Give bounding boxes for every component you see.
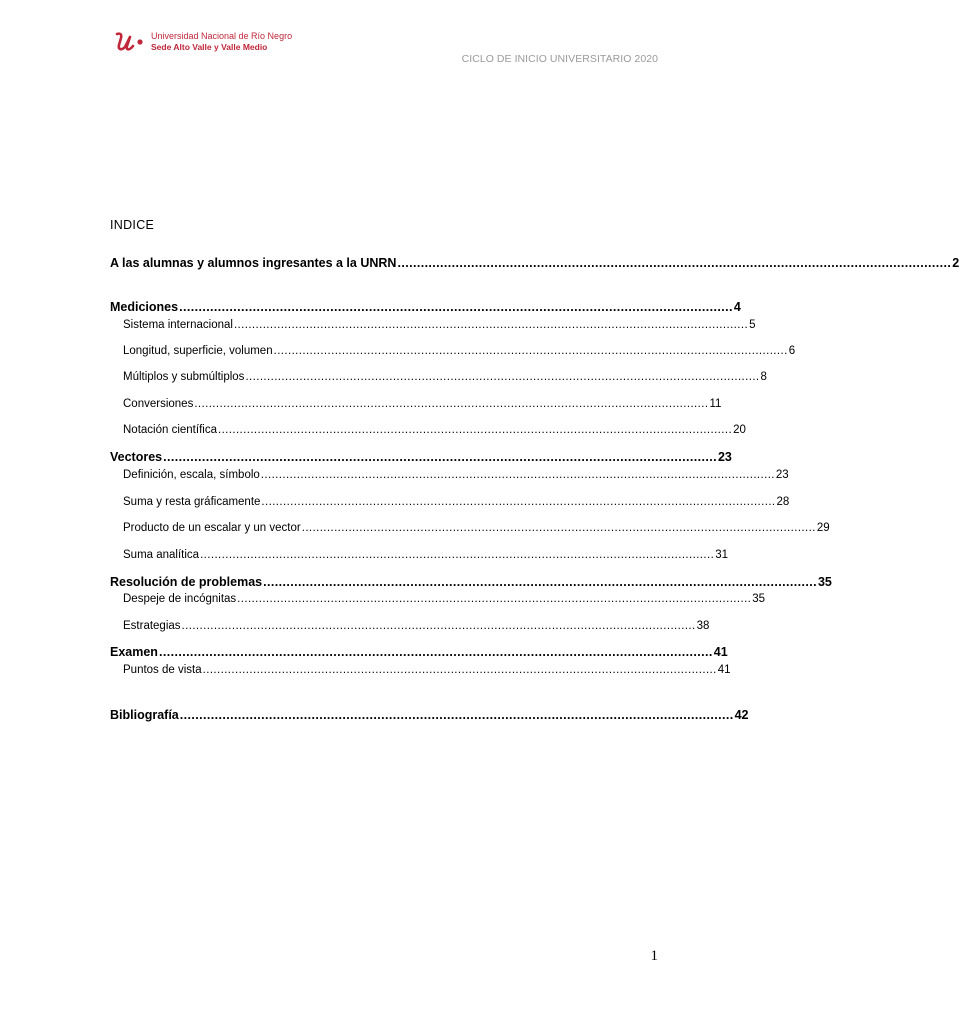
- toc-entry-label: Suma y resta gráficamente: [123, 496, 261, 508]
- toc-page-number: 5: [749, 319, 756, 331]
- toc-entry[interactable]: [123, 664, 731, 676]
- toc-page-number: 23: [775, 469, 789, 481]
- toc-leader: ...............................................................................................................................................: [158, 645, 713, 659]
- page-number: 1: [650, 948, 658, 964]
- toc-entry-label: Conversiones: [123, 398, 194, 410]
- toc-page-number: 28: [776, 496, 790, 508]
- toc-entry-label: Despeje de incógnitas: [123, 593, 237, 605]
- toc-entry[interactable]: [123, 496, 790, 508]
- toc-entry[interactable]: [123, 319, 756, 331]
- toc-leader: ...............................................................................................................................................: [217, 424, 733, 436]
- toc-entry-label: Bibliografía: [110, 708, 179, 722]
- toc-leader: ...............................................................................................................................................: [163, 450, 717, 464]
- toc-leader: ...............................................................................................................................................: [200, 549, 715, 561]
- toc-page-number: 38: [696, 620, 710, 632]
- toc-entry-label: Mediciones: [110, 300, 179, 314]
- toc-entry[interactable]: [123, 469, 789, 481]
- unrn-logo-icon: [114, 30, 148, 54]
- toc-entry-label: Puntos de vista: [123, 664, 202, 676]
- toc-entry[interactable]: [123, 398, 722, 410]
- toc-entry[interactable]: [123, 522, 830, 534]
- toc-entry[interactable]: [110, 450, 732, 464]
- toc-entry-label: Estrategias: [123, 620, 181, 632]
- toc-entry[interactable]: [110, 300, 741, 314]
- toc-leader: ...............................................................................................................................................: [202, 664, 717, 676]
- toc-entry-label: Vectores: [110, 450, 163, 464]
- toc-page-number: 2: [952, 256, 959, 270]
- toc-page-number: 20: [733, 424, 746, 436]
- toc-leader: ...............................................................................................................................................: [263, 575, 817, 589]
- toc-leader: ...............................................................................................................................................: [261, 496, 776, 508]
- toc-leader: ...............................................................................................................................................: [245, 371, 760, 383]
- toc-entry-label: Resolución de problemas: [110, 575, 263, 589]
- toc-leader: ...............................................................................................................................................: [179, 300, 733, 314]
- toc-page-number: 11: [709, 398, 722, 410]
- toc-page-number: 35: [817, 575, 832, 589]
- toc-entry-label: Sistema internacional: [123, 319, 233, 331]
- toc-entry[interactable]: [110, 645, 728, 659]
- toc-leader: ...............................................................................................................................................: [181, 620, 696, 632]
- toc-entry[interactable]: [123, 371, 767, 383]
- toc-leader: ...............................................................................................................................................: [273, 345, 788, 357]
- toc-page-number: 8: [760, 371, 767, 383]
- toc-page-number: 41: [717, 664, 731, 676]
- toc-entry-label: Suma analítica: [123, 549, 200, 561]
- toc-leader: ...............................................................................................................................................: [194, 398, 709, 410]
- toc-entry[interactable]: [110, 256, 959, 270]
- logo-university-name: Universidad Nacional de Río Negro: [151, 31, 293, 41]
- toc-page-number: 29: [816, 522, 830, 534]
- toc-page-number: 42: [734, 708, 749, 722]
- logo-campus-name: Sede Alto Valle y Valle Medio: [151, 42, 268, 52]
- toc-leader: ...............................................................................................................................................: [237, 593, 752, 605]
- toc-page-number: 23: [717, 450, 732, 464]
- toc-entry-label: Notación científica: [123, 424, 217, 436]
- toc-entry[interactable]: [123, 593, 766, 605]
- toc-entry-label: Múltiplos y submúltiplos: [123, 371, 245, 383]
- toc-entry-label: Definición, escala, símbolo: [123, 469, 260, 481]
- toc-leader: ...............................................................................................................................................: [260, 469, 775, 481]
- toc-entry-label: Producto de un escalar y un vector: [123, 522, 301, 534]
- toc-page-number: 35: [752, 593, 766, 605]
- toc-entry[interactable]: [110, 575, 832, 589]
- toc-page-number: 4: [733, 300, 741, 314]
- toc-entry[interactable]: [123, 549, 728, 561]
- index-title: INDICE: [110, 218, 155, 232]
- toc-entry[interactable]: [123, 424, 746, 436]
- toc-page-number: 41: [713, 645, 728, 659]
- toc-leader: ...............................................................................................................................................: [179, 708, 734, 722]
- toc-entry-label: Longitud, superficie, volumen: [123, 345, 273, 357]
- toc-entry[interactable]: [123, 345, 796, 357]
- toc-page-number: 6: [788, 345, 796, 357]
- toc-entry-label: Examen: [110, 645, 158, 659]
- toc-entry-label: A las alumnas y alumnos ingresantes a la UNRN: [110, 256, 397, 270]
- toc-entry[interactable]: [123, 620, 710, 632]
- toc-leader: ...............................................................................................................................................: [233, 319, 749, 331]
- toc-page-number: 31: [715, 549, 728, 561]
- toc-leader: ...............................................................................................................................................: [301, 522, 816, 534]
- header-program-label: CICLO DE INICIO UNIVERSITARIO 2020: [461, 53, 658, 65]
- toc-leader: ...............................................................................................................................................: [397, 256, 952, 270]
- toc-entry[interactable]: [110, 708, 749, 722]
